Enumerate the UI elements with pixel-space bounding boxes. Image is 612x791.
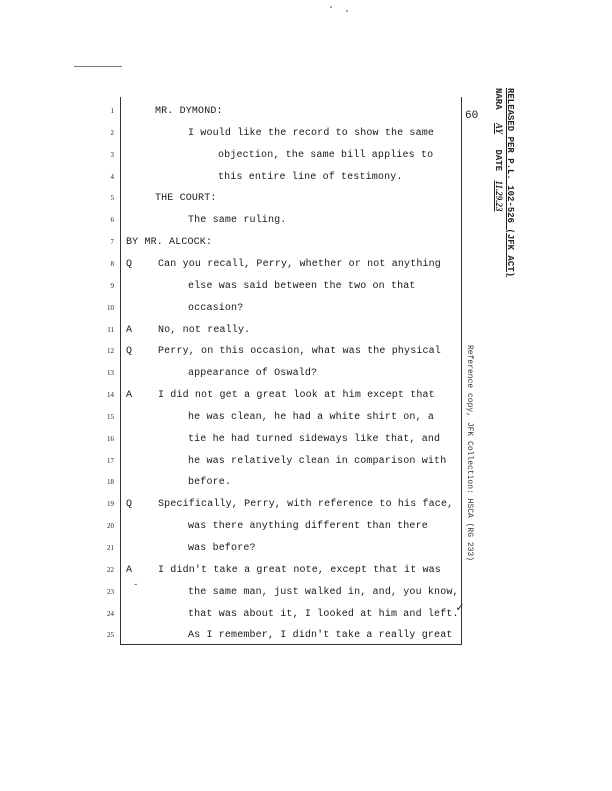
line-number: 7 [110, 238, 114, 247]
transcript-line-text: BY MR. ALCOCK: [126, 237, 213, 249]
line-number: 23 [107, 587, 114, 596]
line-number: 17 [107, 456, 114, 465]
transcript-line-text: Can you recall, Perry, whether or not anything [158, 258, 441, 270]
margin-check-mark: ✓ [456, 600, 464, 615]
answer-marker: A [126, 324, 133, 336]
line-number: 3 [110, 150, 114, 159]
stamp-nara-row [493, 88, 504, 277]
transcript-line-text: was before? [188, 543, 256, 554]
stamp-date: 11.29.23 [494, 180, 504, 212]
line-number: 20 [107, 522, 114, 531]
transcript-line-text: occasion? [188, 302, 244, 314]
line-number: 21 [107, 544, 114, 552]
transcript-line-text: tie he had turned sideways like that, and [188, 433, 441, 445]
transcript-line-text: that was about it, I looked at him and left. [188, 608, 459, 620]
top-rule [74, 66, 122, 67]
line-number: 22 [107, 565, 114, 574]
transcript-line-text: I would like the record to show the same [188, 127, 435, 139]
answer-marker: A [126, 564, 133, 576]
stamp-nara-label: NARA [493, 88, 503, 110]
transcript-line-text: No, not really. [158, 324, 251, 336]
transcript-line-text: The same ruling. [188, 215, 287, 227]
line-number: 6 [110, 216, 114, 225]
transcript-line-text: the same man, just walked in, and, you know, [188, 586, 459, 598]
answer-marker: A [126, 390, 133, 402]
line-number: 2 [110, 128, 114, 137]
transcript-line-text: MR. DYMOND: [155, 106, 223, 117]
line-number: 4 [110, 172, 114, 181]
transcript-line-text: else was said between the two on that [188, 280, 416, 292]
transcript-line-text: was there anything different than there [188, 521, 428, 533]
transcript-line-text: I didn't take a great note, except that it was [158, 564, 441, 576]
line-number: 13 [107, 369, 114, 378]
line-number: 25 [107, 631, 114, 640]
scan-speck [330, 6, 332, 8]
stamp-date-label: DATE [493, 149, 503, 172]
line-number: 9 [110, 281, 114, 290]
line-number: 16 [107, 434, 114, 443]
line-number: 24 [107, 609, 114, 618]
release-stamp [493, 88, 515, 277]
transcript-line-text: appearance of Oswald? [188, 368, 318, 380]
line-number: 19 [107, 500, 114, 509]
line-number: 1 [110, 107, 114, 115]
line-number: 14 [107, 391, 114, 400]
question-marker: Q [126, 258, 133, 270]
line-number: 11 [107, 325, 114, 334]
line-number: 15 [107, 412, 114, 421]
line-number: 8 [110, 259, 114, 268]
line-number: 10 [107, 303, 114, 312]
stamp-initials: AY [494, 123, 504, 135]
transcript-line-text: As I remember, I didn't take a really great [188, 630, 453, 642]
page-number: 60 [465, 110, 479, 122]
transcript-line-text: objection, the same bill applies to [218, 149, 434, 161]
transcript-line-text: before. [188, 477, 232, 489]
stamp-release-line: RELEASED PER P.L. 102-526 (JFK ACT) [505, 88, 515, 278]
margin-tick: - [133, 580, 139, 590]
question-marker: Q [126, 346, 133, 358]
transcript-line-text: he was clean, he had a white shirt on, a [188, 411, 435, 423]
transcript-line-text: THE COURT: [155, 193, 217, 205]
transcript-line-text: this entire line of testimony. [218, 171, 403, 183]
scan-speck [346, 10, 348, 12]
transcript-line-text: I did not get a great look at him except that [158, 390, 435, 402]
reference-copy-note: Reference copy, JFK Collection: HSCA (RG 233) [465, 345, 474, 562]
line-number: 5 [110, 194, 114, 203]
transcript-line-text: he was relatively clean in comparison with [188, 455, 447, 467]
question-marker: Q [126, 499, 133, 511]
transcript-line-text: Perry, on this occasion, what was the physical [158, 346, 441, 358]
line-number: 18 [107, 478, 114, 487]
line-number: 12 [107, 347, 114, 356]
transcript-line-text: Specifically, Perry, with reference to his face, [158, 499, 454, 511]
